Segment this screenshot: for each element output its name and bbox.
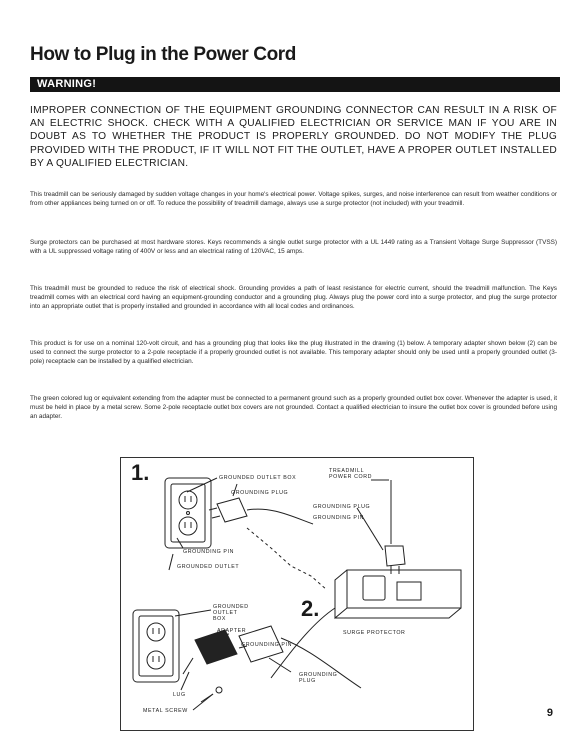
label-lug: LUG [173,692,186,698]
metal-screw [216,687,222,693]
paragraph-grounding: This treadmill must be grounded to reduce the risk of electrical shock. Grounding provides a path of least resistance for electric current, should the treadmill malfunction. The Keys treadmill comes with an electrical cord having an equipment-grounding conductor and a grounding plug. Always plug the power cord into a surge protector, and plug the surge protector into an appropriate outlet that is properly installed and grounded in accordance with all local codes and ordinances. [30,285,557,311]
paragraph-green-lug: The green colored lug or equivalent extending from the adapter must be connected to a permanent ground such as a properly grounded outlet box cover. Whenever the adapter is used, it must be held in place by a metal screw. Some 2-pole receptacle outlet box covers are not grounded. Contact a qualified electrician to insure the outlet box cover is grounded before using an adapter. [30,395,557,421]
label-treadmill-power-cord: TREADMILL POWER CORD [329,468,373,480]
outlet-plate-1 [165,478,211,548]
plug-illustration [120,457,474,731]
label-grounding-pin-3: GROUNDING PIN [241,642,293,648]
label-adapter: ADAPTER [217,628,247,634]
label-metal-screw: METAL SCREW [143,708,188,714]
paragraph-surge-damage: This treadmill can be seriously damaged by sudden voltage changes in your home's electrical power. Voltage spikes, surges, and noise interference can result from weather conditions or from other appliances being turned on or off. To reduce the possibility of treadmill damage, always use a surge protector (not included) with your treadmill. [30,191,557,208]
page-number: 9 [546,707,553,719]
label-surge-protector: SURGE PROTECTOR [343,630,406,636]
figure-number-2: 2. [301,596,320,621]
label-grounding-pin-1: GROUNDING PIN [313,515,365,521]
label-grounding-pin-2: GROUNDING PIN [183,549,235,555]
label-grounding-plug-1: GROUNDING PLUG [231,490,289,496]
plug-drawing [121,458,473,730]
warning-text: IMPROPER CONNECTION OF THE EQUIPMENT GROUNDING CONNECTOR CAN RESULT IN A RISK OF AN ELECTRIC SHOCK. CHECK WITH A QUALIFIED ELECTRICIAN OR SERVICE MAN IF YOU ARE IN DOUBT AS TO WHETHER THE PRODUCT IS PROPERLY GROUNDED. DO NOT MODIFY THE PLUG PROVIDED WITH THE PRODUCT, IF IT WILL NOT FIT THE OUTLET, HAVE A PROPER OUTLET INSTALLED BY A QUALIFIED ELECTRICIAN. [30,105,557,169]
warning-banner [30,77,560,92]
figure-number-1: 1. [131,460,150,485]
label-grounding-plug-2: GROUNDING PLUG [313,504,371,510]
grounding-plug-1 [217,498,247,522]
adapter-shape [195,630,237,664]
paragraph-surge-protector: Surge protectors can be purchased at most hardware stores. Keys recommends a single outlet surge protector with a UL 1449 rating as a Transient Voltage Surge Suppressor (TVSS) with a UL suppressed voltage rating of 400V or less and an electrical rating of 120VAC, 15 amps. [30,239,557,256]
label-grounded-outlet-box: GROUNDED OUTLET BOX [219,475,297,481]
page-title: How to Plug in the Power Cord [30,44,297,65]
outlet-plate-2 [133,610,179,682]
paragraph-circuit: This product is for use on a nominal 120-volt circuit, and has a grounding plug that looks like the plug illustrated in the drawing (1) below. A temporary adapter shown below (2) can be used to connect the surge protector to a 2-pole receptacle if a properly grounded outlet is not available. This temporary adapter should only be used until a properly grounded outlet (3-pole) receptacle can be installed by a qualified electrician. [30,340,557,366]
label-grounded-outlet-box-2: GROUNDED OUTLET BOX [213,604,249,622]
warning-label: WARNING! [37,78,97,90]
label-grounding-plug-3: GROUNDING PLUG [299,672,338,684]
label-grounded-outlet: GROUNDED OUTLET [177,564,240,570]
